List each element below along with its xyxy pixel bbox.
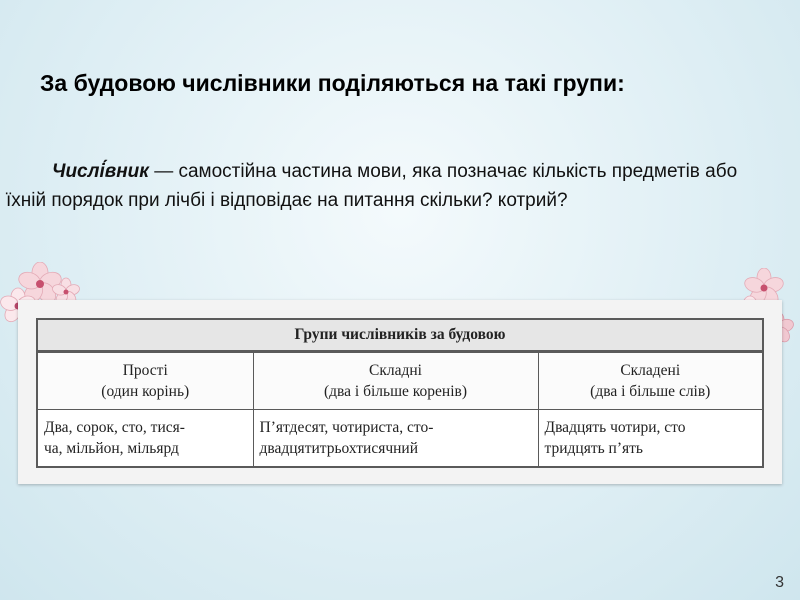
header-line: (два і більше слів) — [590, 383, 711, 400]
header-line: (один корінь) — [101, 383, 190, 400]
cell-line: двадцятитрьохтисячний — [259, 440, 419, 457]
definition-term: Числі́вник — [52, 161, 149, 182]
header-line: Складні — [369, 362, 422, 379]
cell-line: Двадцять чотири, сто — [544, 419, 686, 436]
table-header-row — [38, 353, 762, 410]
table-card — [18, 300, 782, 484]
definition-body: — самостійна частина мови, яка позначає кількість предметів або їхній порядок при лічбі і відповідає на питання скільки? котрий? — [6, 161, 738, 211]
header-line: Складені — [620, 362, 681, 379]
header-line: Прості — [122, 362, 168, 379]
header-line: (два і більше коренів) — [324, 383, 467, 400]
page-number: 3 — [775, 574, 784, 591]
cell-line: Два, сорок, сто, тися- — [44, 419, 185, 436]
header-composite — [538, 353, 762, 410]
cell-composite-examples — [538, 410, 762, 467]
cell-simple-examples — [38, 410, 253, 467]
cell-line: ча, мільйон, мільярд — [44, 440, 179, 457]
cell-line: тридцять п’ять — [544, 440, 643, 457]
cell-line: П’ятдесят, чотириста, сто- — [259, 419, 434, 436]
slide-title: За будовою числівники поділяються на такі групи: — [40, 70, 625, 96]
table-caption: Групи числівників за будовою — [38, 320, 762, 352]
numerals-table — [36, 318, 764, 468]
header-compound — [253, 353, 538, 410]
numerals-grid — [38, 352, 762, 466]
definition-text — [6, 157, 746, 215]
header-simple — [38, 353, 253, 410]
table-row — [38, 410, 762, 467]
cell-compound-examples — [253, 410, 538, 467]
